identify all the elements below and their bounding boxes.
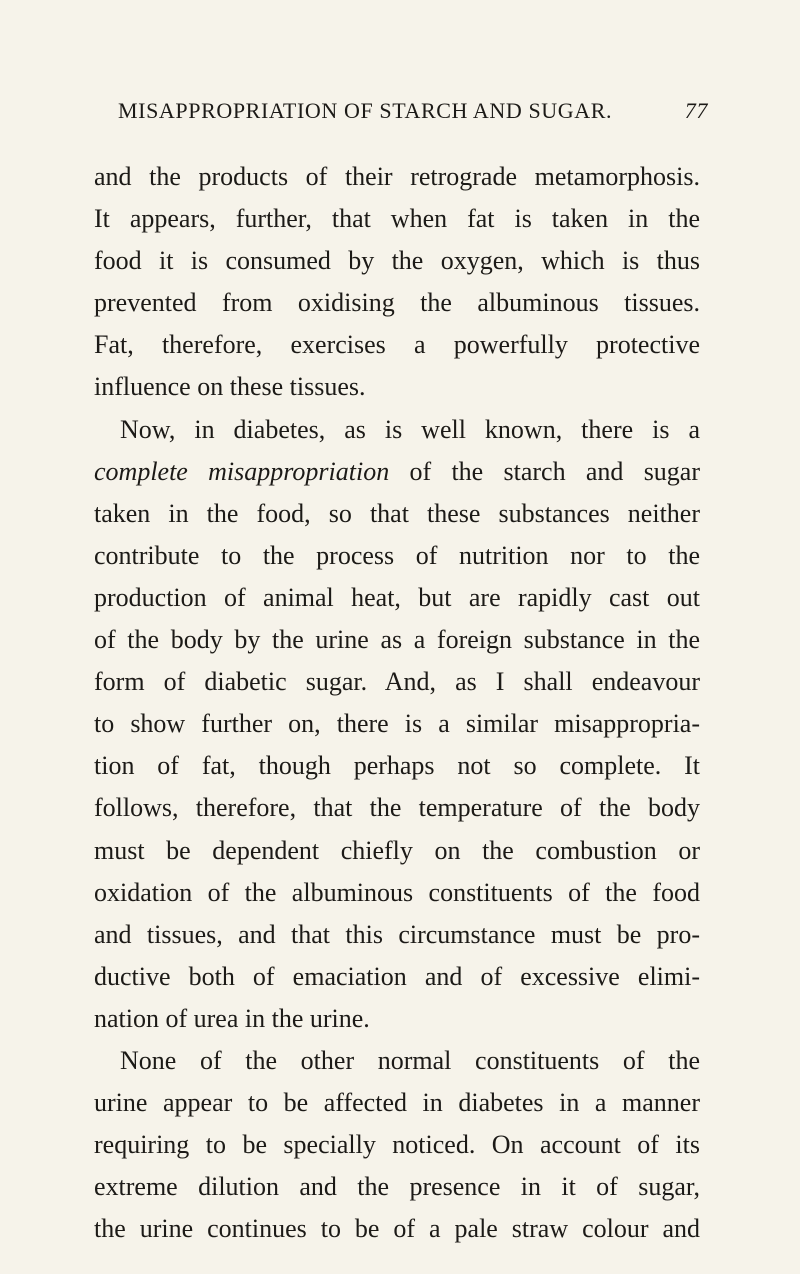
text-line: contribute to the process of nutrition nor to the (94, 540, 700, 570)
page-number: 77 (684, 98, 708, 123)
text-line: requiring to be specially noticed. On account of its (94, 1130, 700, 1160)
text-line: urine appear to be affected in diabetes in a manner (94, 1088, 700, 1118)
text-line: Fat, therefore, exercises a powerfully protective (94, 330, 700, 360)
text-line: to show further on, there is a similar misappropria- (94, 709, 700, 739)
text-line: form of diabetic sugar. And, as I shall endeavour (94, 667, 700, 697)
text-line: prevented from oxidising the albuminous tissues. (94, 288, 700, 318)
text-line: ductive both of emaciation and of excessive elimi- (94, 961, 700, 991)
text-line: must be dependent chiefly on the combustion or (94, 835, 700, 865)
text-line: nation of urea in the urine. (94, 1003, 370, 1033)
text-line: It appears, further, that when fat is taken in the (94, 204, 700, 234)
text-line: and the products of their retrograde metamorphosis. (94, 162, 700, 191)
text-line: taken in the food, so that these substances neither (94, 498, 700, 528)
text-line: tion of fat, though perhaps not so complete. It (94, 751, 700, 781)
text-line: food it is consumed by the oxygen, which is thus (94, 246, 700, 276)
paragraph-start-line: None of the other normal constituents of the (120, 1045, 700, 1075)
text-line-with-emphasis (94, 451, 700, 493)
paragraph-start-line: Now, in diabetes, as is well known, there is a (120, 414, 700, 444)
text-line: influence on these tissues. (94, 372, 366, 402)
text-line: the urine continues to be of a pale straw colour and (94, 1214, 700, 1244)
running-head (118, 96, 708, 126)
text-fragment: of the starch and sugar (389, 456, 701, 486)
text-line: extreme dilution and the presence in it of sugar, (94, 1172, 700, 1202)
text-line: follows, therefore, that the temperature of the body (94, 793, 700, 823)
text-line: of the body by the urine as a foreign substance in the (94, 625, 700, 655)
body-text (94, 156, 700, 1250)
text-line: oxidation of the albuminous constituents of the food (94, 877, 700, 907)
running-title: MISAPPROPRIATION OF STARCH AND SUGAR. (118, 98, 613, 123)
text-line: production of animal heat, but are rapidly cast out (94, 582, 700, 612)
text-line: and tissues, and that this circumstance must be pro- (94, 919, 700, 949)
emphasized-phrase: complete misappropriation (94, 456, 390, 486)
